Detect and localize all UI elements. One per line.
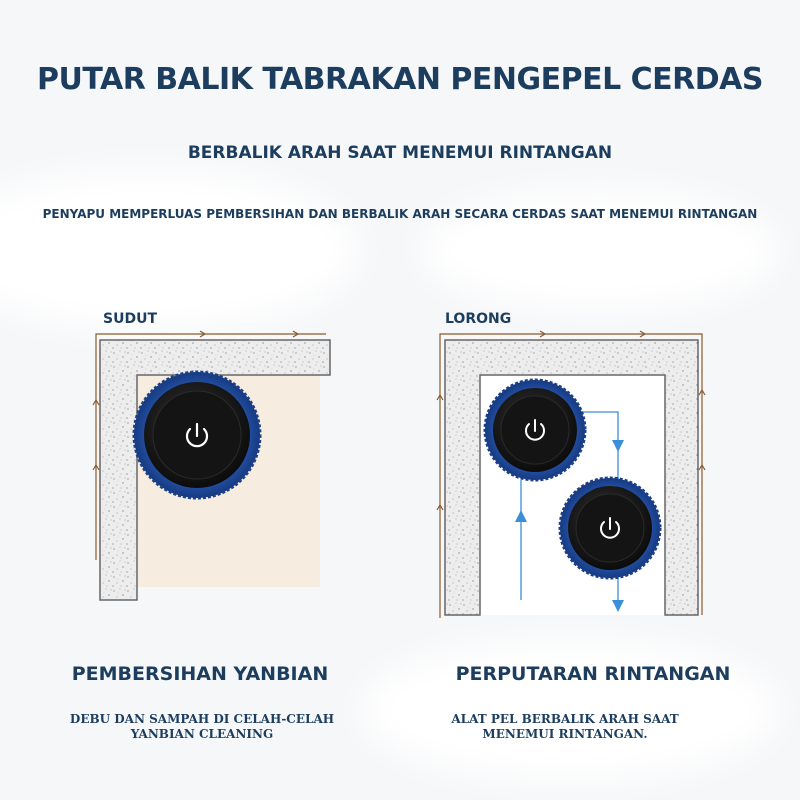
corner-feature-desc	[37, 712, 367, 742]
hallway-feature-title: PERPUTARAN RINTANGAN	[455, 663, 731, 685]
corner-desc-line1: DEBU DAN SAMPAH DI CELAH-CELAH	[69, 712, 335, 726]
robot-mop-icon	[485, 380, 585, 480]
corner-feature-title: PEMBERSIHAN YANBIAN	[71, 663, 329, 685]
corner-label: SUDUT	[103, 311, 157, 327]
robot-mop-icon	[560, 478, 660, 578]
hallway-diagram	[437, 331, 705, 618]
hallway-label: LORONG	[445, 311, 512, 327]
page-subtitle: BERBALIK ARAH SAAT MENEMUI RINTANGAN	[187, 143, 613, 163]
page-title: PUTAR BALIK TABRAKAN PENGEPEL CERDAS	[37, 62, 763, 97]
hallway-desc-line1: ALAT PEL BERBALIK ARAH SAAT	[451, 712, 679, 726]
robot-mop-icon	[134, 372, 260, 498]
hallway-desc-line2: MENEMUI RINTANGAN.	[482, 727, 648, 741]
hallway-feature-desc	[400, 712, 730, 742]
corner-diagram	[93, 331, 330, 600]
corner-desc-line2: YANBIAN CLEANING	[130, 727, 274, 741]
page-description: PENYAPU MEMPERLUAS PEMBERSIHAN DAN BERBALIK ARAH SECARA CERDAS SAAT MENEMUI RINTANGAN	[42, 207, 758, 221]
